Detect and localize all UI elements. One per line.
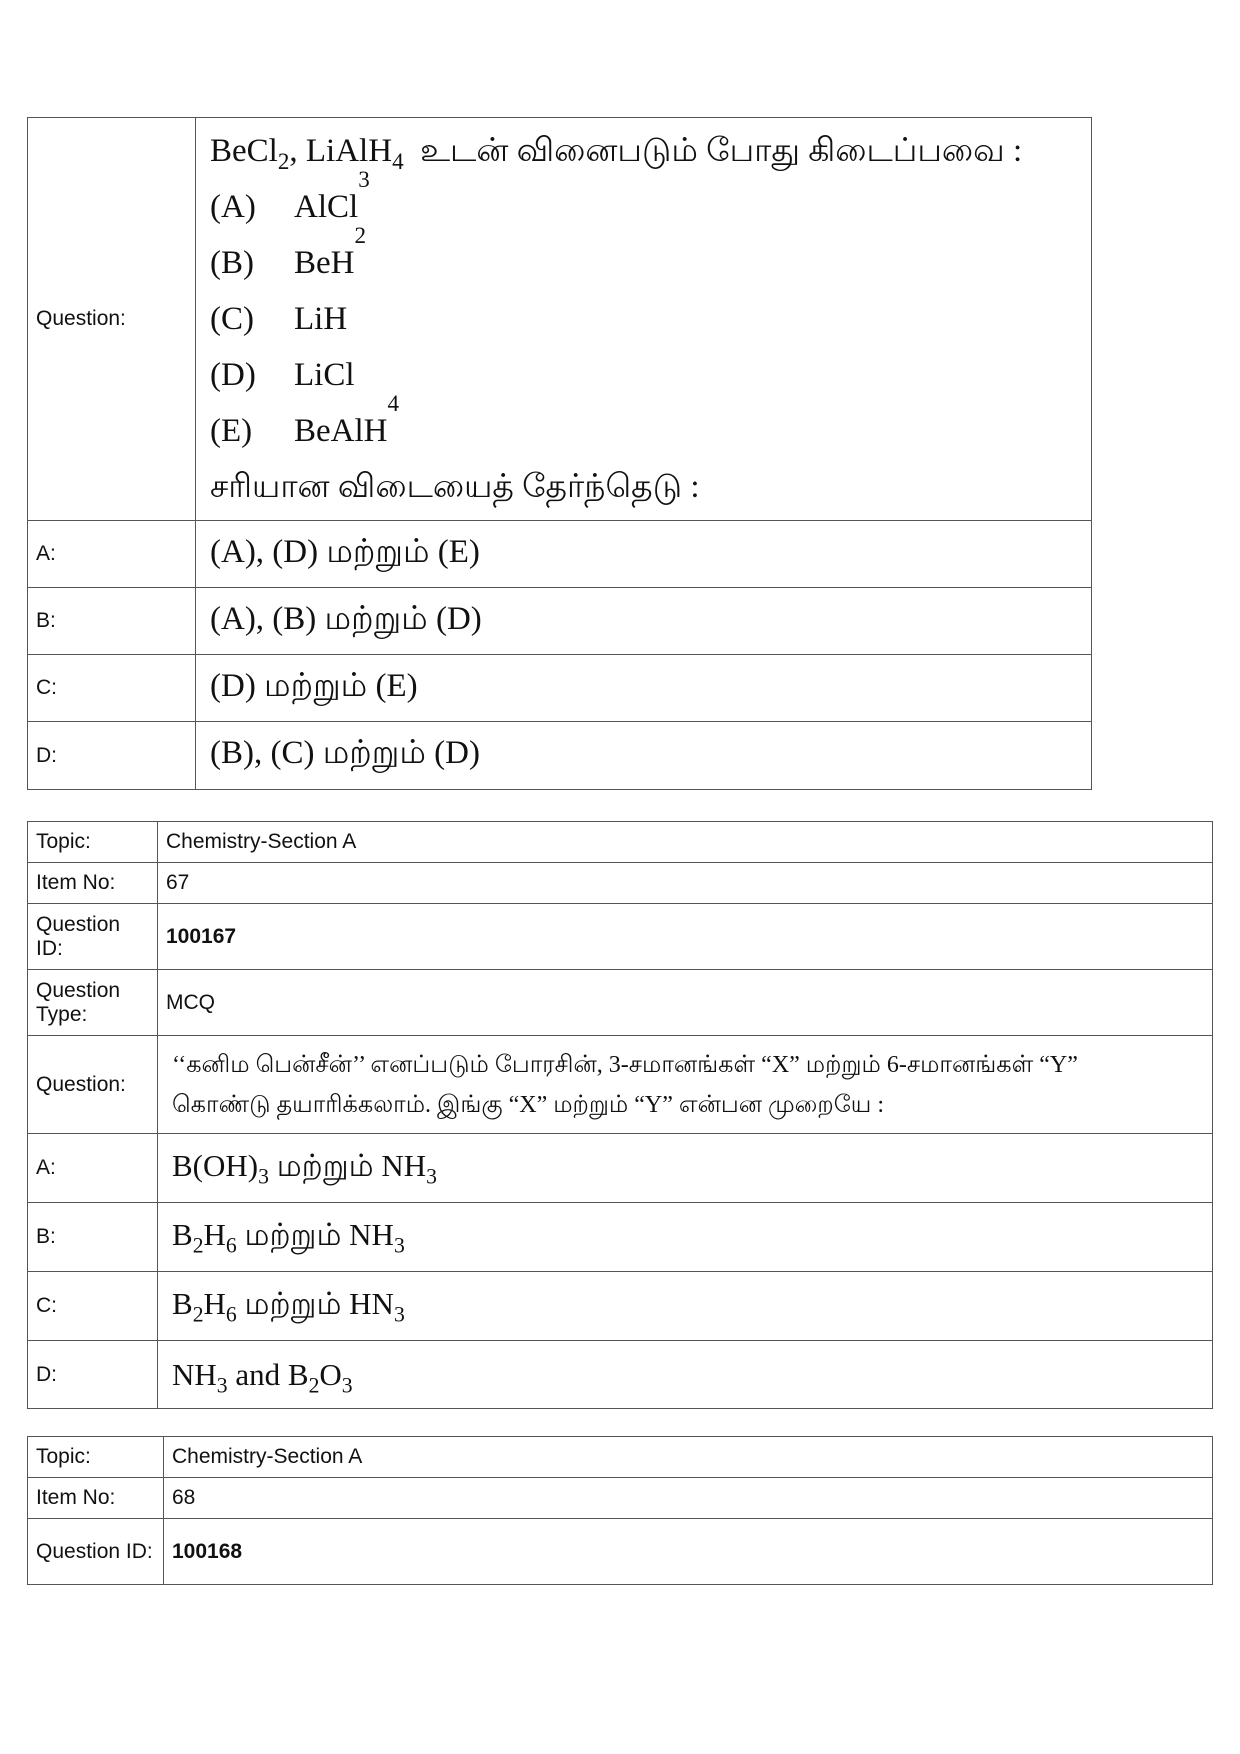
option-label: B:	[28, 1203, 158, 1272]
topic-value: Chemistry-Section A	[158, 822, 1213, 863]
option-part: O	[319, 1356, 342, 1392]
question-label: Question:	[28, 118, 196, 521]
list-item	[210, 166, 1083, 235]
question-id-value: 100167	[158, 904, 1213, 970]
item-sub: 2	[354, 222, 367, 248]
question-text	[158, 1036, 1213, 1134]
option-sub: 2	[308, 1373, 320, 1398]
topic-label: Topic:	[28, 1437, 164, 1478]
list-item	[210, 390, 1083, 459]
option-label: A:	[28, 521, 196, 588]
option-part: B	[172, 1217, 193, 1252]
question-block-67	[27, 821, 1213, 1409]
item-formula: LiH	[294, 301, 348, 337]
option-label: B:	[28, 588, 196, 655]
option-part: மற்றும் HN	[236, 1286, 394, 1321]
option-part: H	[203, 1286, 226, 1321]
question-block-prev	[27, 117, 1092, 790]
option-sub: 3	[258, 1164, 269, 1189]
list-item	[210, 347, 1083, 403]
option-text: (A), (B) மற்றும் (D)	[196, 588, 1092, 655]
option-sub: 6	[225, 1302, 237, 1327]
item-formula: BeAlH	[294, 413, 388, 449]
item-no-value: 68	[164, 1478, 1213, 1519]
option-sub: 2	[192, 1233, 204, 1258]
option-text	[158, 1341, 1213, 1409]
stem-text: உடன் வினைபடும் போது கிடைப்பவை :	[420, 133, 1023, 169]
topic-value: Chemistry-Section A	[164, 1437, 1213, 1478]
option-text: (D) மற்றும் (E)	[196, 655, 1092, 722]
option-sub: 6	[225, 1233, 237, 1258]
stem-sub-1: 2	[277, 148, 290, 175]
item-no-label: Item No:	[28, 1478, 164, 1519]
item-tag: (E)	[210, 413, 253, 449]
option-text	[158, 1134, 1213, 1203]
option-part: and B	[227, 1356, 309, 1392]
item-formula: BeH	[294, 245, 355, 281]
option-part: B	[172, 1286, 193, 1321]
question-body	[196, 118, 1092, 521]
question-stem	[210, 123, 1083, 179]
question-id-label: Question ID:	[28, 904, 158, 970]
stem-formula-1: BeCl	[210, 133, 278, 169]
option-part: H	[203, 1217, 226, 1252]
option-label: A:	[28, 1134, 158, 1203]
question-type-value: MCQ	[158, 970, 1213, 1036]
option-label: D:	[28, 722, 196, 790]
option-part: B(OH)	[172, 1148, 259, 1183]
option-text: (A), (D) மற்றும் (E)	[196, 521, 1092, 588]
item-no-label: Item No:	[28, 863, 158, 904]
question-line-2: கொண்டு தயாரிக்கலாம். இங்கு “X” மற்றும் “Y” என்பன முறையே :	[172, 1091, 884, 1118]
question-id-value: 100168	[164, 1519, 1213, 1585]
option-part: NH	[172, 1356, 217, 1392]
item-tag: (D)	[210, 357, 256, 393]
option-text	[158, 1203, 1213, 1272]
option-sub: 2	[192, 1302, 204, 1327]
option-label: C:	[28, 1272, 158, 1341]
option-sub: 3	[393, 1302, 405, 1327]
option-sub: 3	[393, 1233, 405, 1258]
topic-label: Topic:	[28, 822, 158, 863]
item-tag: (A)	[210, 189, 256, 225]
option-text: (B), (C) மற்றும் (D)	[196, 722, 1092, 790]
question-label: Question:	[28, 1036, 158, 1134]
item-tag: (C)	[210, 301, 254, 337]
option-sub: 3	[216, 1373, 228, 1398]
option-part: மற்றும் NH	[236, 1217, 394, 1252]
item-sub: 4	[387, 390, 400, 416]
item-formula: LiCl	[294, 357, 355, 393]
question-id-label: Question ID:	[28, 1519, 164, 1585]
item-sub: 3	[358, 166, 370, 192]
question-block-68	[27, 1436, 1213, 1585]
list-item	[210, 222, 1083, 291]
option-part: மற்றும் NH	[268, 1148, 427, 1183]
stem-sub-2: 4	[392, 148, 404, 175]
option-label: C:	[28, 655, 196, 722]
list-item	[210, 291, 1083, 347]
stem-formula-2: LiAlH	[305, 133, 393, 169]
option-text	[158, 1272, 1213, 1341]
item-formula: AlCl	[294, 189, 359, 225]
question-type-label: Question Type:	[28, 970, 158, 1036]
option-sub: 3	[341, 1373, 353, 1398]
item-tag: (B)	[210, 245, 254, 281]
question-line-1: ‘‘கனிம பென்சீன்’’ எனப்படும் போரசின், 3-சமானங்கள் “X” மற்றும் 6-சமானங்கள் “Y”	[172, 1051, 1078, 1078]
option-sub: 3	[426, 1164, 437, 1189]
stem-comma: ,	[289, 133, 306, 169]
option-label: D:	[28, 1341, 158, 1409]
question-instruction: சரியான விடையைத் தேர்ந்தெடு :	[210, 469, 700, 505]
item-no-value: 67	[158, 863, 1213, 904]
